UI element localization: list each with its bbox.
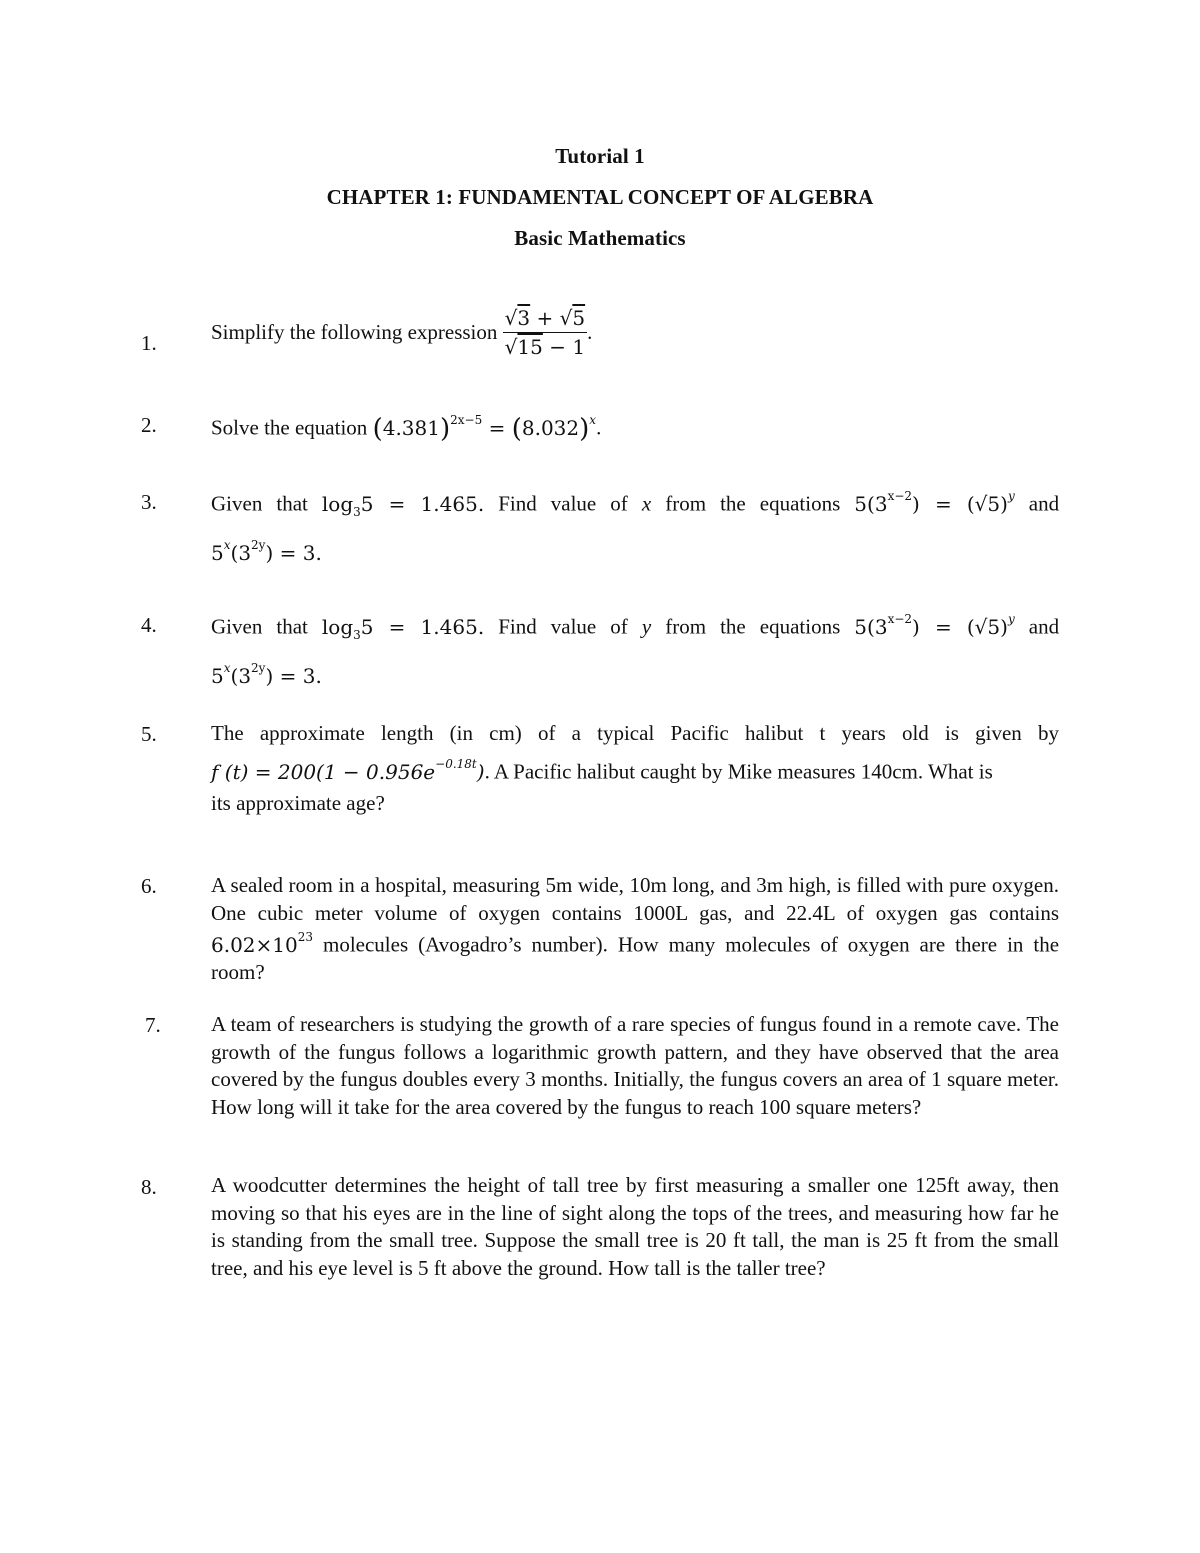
tutorial-title: Tutorial 1 [555,144,645,168]
question-4-equation-1: $5(3^{x-2}) = (√5)^y$ [854,612,1015,639]
question-3-line-2 [211,535,1059,567]
course-title: Basic Mathematics [514,226,686,250]
question-7-number: 7. [145,1013,161,1037]
question-5-function: f $(t) = 200(1 - 0.956e^{-0.18t})$ [211,757,485,784]
chapter-title: CHAPTER 1: FUNDAMENTAL CONCEPT OF ALGEBRA [326,185,874,209]
fraction-denominator: √15 − 1 [504,335,586,359]
question-6: A sealed room in a hospital, measuring 5m wide, 10m long, and 3m high, is filled with pure oxygen. One cubic meter volume of oxygen contains 1000L gas, and 22.4L of oxygen gas contains $6.02\times 10^{23}$ molecules (Avogadro’s number). How many molecules of oxygen are there in the room? [211,873,1060,985]
question-1-fraction [503,306,587,359]
question-3-number: 3. [141,490,157,514]
question-4-number: 4. [141,613,157,637]
question-1: Simplify the following expression $\frac{√3 + √5}{√15 - 1}$ . [211,306,593,359]
question-3-equation-2: $5^x(3^{2y}) = 3$. [211,538,322,565]
question-5-line-2: f $(t) = 200(1 - 0.956e^{-0.18t})$. A Pacific halibut caught by Mike measures 140cm. What is [211,757,993,784]
question-4-line-2 [211,658,1059,690]
question-5-line-1: The approximate length (in cm) of a typical Pacific halibut t years old is given by [211,721,1059,745]
question-3-equation-1: $5(3^{x-2}) = (√5)^y$ [854,489,1015,516]
question-2: Solve the equation $(4.381)^{2x-5} = (8.032)^x$. [211,413,602,444]
question-2-text: Solve the equation [211,415,368,440]
question-4-equation-2: $5^x(3^{2y}) = 3$. [211,661,322,688]
question-8-number: 8. [141,1175,157,1199]
question-2-equation: $(4.381)^{2x-5} = (8.032)^x$ [372,413,597,444]
fraction-numerator: √3 + √5 [503,306,587,333]
avogadro-number: $6.02\times 10^{23}$ [211,930,314,957]
question-1-number: 1. [141,331,157,355]
question-4-line-1: Given that $\log_35 = 1.465$. Find value of y from the equations $5(3^{x-2}) = (√5)^y$ and [211,612,1060,642]
question-4-log: $\log_35 = 1.465$. [321,614,485,642]
question-5-number: 5. [141,722,157,746]
question-3-log: $\log_35 = 1.465$. [321,491,485,519]
question-1-text: Simplify the following expression [211,320,498,344]
question-7: A team of researchers is studying the growth of a rare species of fungus found in a remote cave. The growth of the fungus follows a logarithmic growth pattern, and they have observed that the area covered by the fungus doubles every 3 months. Initially, the fungus covers an area of 1 square meter. How long will it take for the area covered by the fungus to reach 100 square meters? [211,1012,1059,1119]
question-5-line-3: its approximate age? [211,791,385,815]
question-2-number: 2. [141,413,157,437]
question-8: A woodcutter determines the height of tall tree by first measuring a smaller one 125ft away, then moving so that his eyes are in the line of sight along the tops of the trees, and measuring how far he is standing from the small tree. Suppose the small tree is 20 ft tall, the man is 25 ft from the small tree, and his eye level is 5 ft above the ground. How tall is the taller tree? [211,1173,1059,1280]
question-3-line-1: Given that $\log_35 = 1.465$. Find value of x from the equations $5(3^{x-2}) = (√5)^y$ and [211,489,1060,519]
question-6-number: 6. [141,874,157,898]
